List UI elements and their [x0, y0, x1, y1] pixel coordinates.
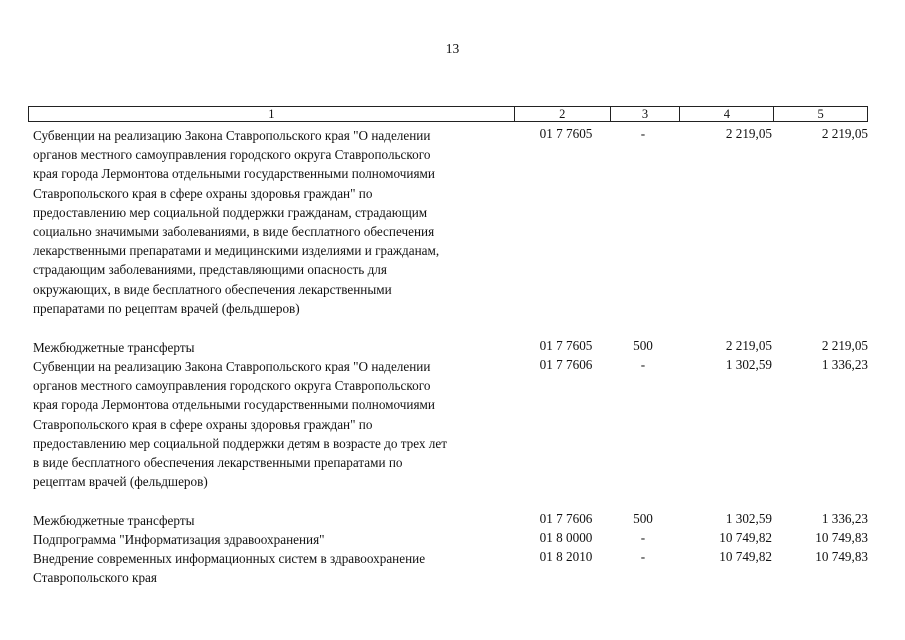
header-col-5: 5	[773, 107, 867, 121]
row-name: Подпрограмма "Информатизация здравоохранения"	[33, 532, 325, 547]
row-name: Межбюджетные трансферты	[33, 340, 195, 355]
row-value-5: 10 749,83	[815, 549, 868, 564]
row-code: 01 7 7605	[539, 126, 593, 141]
row-value-5: 1 336,23	[821, 511, 868, 526]
row-value-5: 2 219,05	[821, 126, 868, 141]
row-value-4: 10 749,82	[719, 530, 772, 545]
row-code: 01 8 0000	[539, 530, 593, 545]
row-value-5: 1 336,23	[821, 357, 868, 372]
row-type: -	[640, 530, 646, 545]
row-code: 01 7 7606	[539, 357, 593, 372]
header-col-1: 1	[268, 107, 275, 121]
row-type: -	[640, 126, 646, 141]
row-type: 500	[633, 511, 653, 526]
header-col-2: 2	[514, 107, 610, 121]
row-value-5: 10 749,83	[815, 530, 868, 545]
page-number: 13	[445, 41, 460, 56]
row-name: Внедрение современных информационных систем в здравоохранение Ставропольского края	[33, 551, 426, 586]
row-type: -	[640, 357, 646, 372]
header-col-4: 4	[679, 107, 773, 121]
row-code: 01 8 2010	[539, 549, 593, 564]
table-header	[28, 106, 868, 122]
row-value-4: 1 302,59	[725, 511, 772, 526]
row-name: Субвенции на реализацию Закона Ставропольского края "О наделении органов местного самоуправления городского округа Ставропольского края города Лермонтова отдельными государственными полномочиями Ставропольского края в сфере охраны здоровья граждан" по предоставлению мер социальной поддержки гражданам, страдающим социально значимыми заболеваниями, в виде бесплатного обеспечения лекарственными препаратами и медицинскими изделиями и гражданам, страдающим заболеваниями, представляющими опасность для окружающих, в виде бесплатного обеспечения лекарственными препаратами по рецептам врачей (фельдшеров)	[33, 128, 440, 316]
row-code: 01 7 7605	[539, 338, 593, 353]
row-code: 01 7 7606	[539, 511, 593, 526]
row-value-5: 2 219,05	[821, 338, 868, 353]
row-value-4: 1 302,59	[725, 357, 772, 372]
row-name: Межбюджетные трансферты	[33, 513, 195, 528]
row-value-4: 10 749,82	[719, 549, 772, 564]
row-type: -	[640, 549, 646, 564]
row-value-4: 2 219,05	[725, 338, 772, 353]
row-type: 500	[633, 338, 653, 353]
row-name: Субвенции на реализацию Закона Ставропольского края "О наделении органов местного самоуправления городского округа Ставропольского края города Лермонтова отдельными государственными полномочиями Ставропольского края в сфере охраны здоровья граждан" по предоставлению мер социальной поддержки детям в возрасте до трех лет в виде бесплатного обеспечения лекарственными препаратами по рецептам врачей (фельдшеров)	[33, 359, 447, 490]
row-value-4: 2 219,05	[725, 126, 772, 141]
header-col-3: 3	[610, 107, 680, 121]
